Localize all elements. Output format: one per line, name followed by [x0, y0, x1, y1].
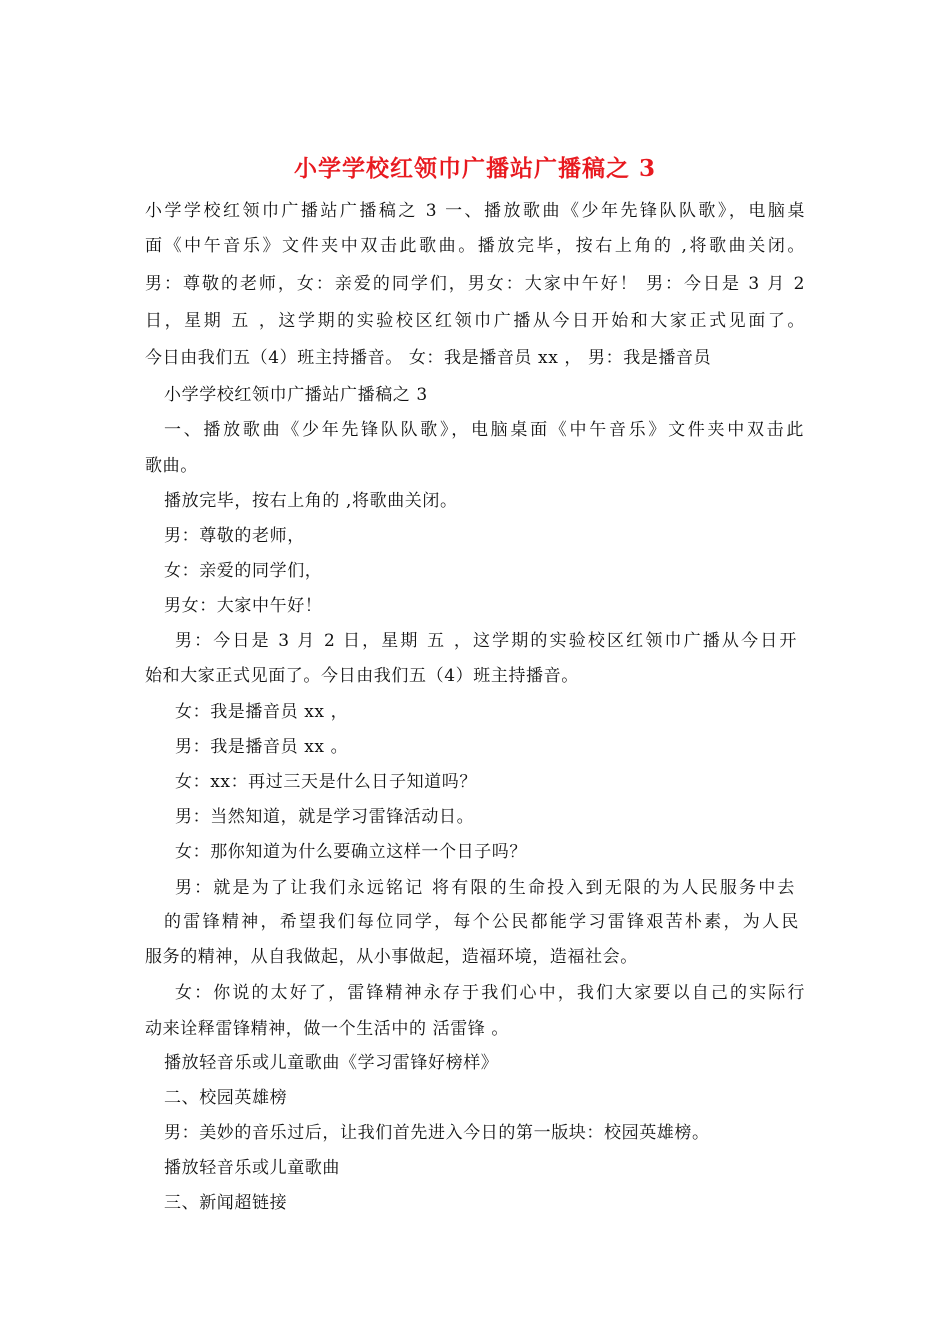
body-line: 播放轻音乐或儿童歌曲《学习雷锋好榜样》 [164, 1053, 499, 1073]
body-line: 男：就是为了让我们永远铭记 将有限的生命投入到无限的为人民服务中去 [175, 878, 795, 898]
body-line: 男：今日是 3 月 2 日，星期 五 ，这学期的实验校区红领巾广播从今日开 [175, 631, 797, 651]
body-line: 动来诠释雷锋精神，做一个生活中的 活雷锋 。 [145, 1019, 510, 1039]
body-line: 男：尊敬的老师， [164, 526, 305, 546]
body-line: 二、校园英雄榜 [164, 1088, 288, 1108]
body-line: 男：我是播音员 xx 。 [175, 737, 349, 757]
body-line: 歌曲。 [145, 456, 198, 476]
body-line: 女：那你知道为什么要确立这样一个日子吗？ [175, 842, 527, 862]
body-line: 三、新闻超链接 [164, 1193, 288, 1213]
summary-line: 日，星期 五 ，这学期的实验校区红领巾广播从今日开始和大家正式见面了。 [145, 311, 805, 331]
body-line: 女：xx：再过三天是什么日子知道吗？ [175, 772, 477, 792]
body-line: 始和大家正式见面了。今日由我们五（4）班主持播音。 [145, 666, 579, 686]
body-line: 女：你说的太好了，雷锋精神永存于我们心中，我们大家要以自己的实际行 [175, 983, 805, 1003]
body-line: 播放完毕，按右上角的 ,将歌曲关闭。 [164, 491, 458, 511]
body-line: 男：美妙的音乐过后，让我们首先进入今日的第一版块：校园英雄榜。 [164, 1123, 710, 1143]
body-line: 一、播放歌曲《少年先锋队队歌》，电脑桌面《中午音乐》文件夹中双击此 [164, 420, 804, 440]
body-line: 男女：大家中午好！ [164, 596, 323, 616]
body-line: 播放轻音乐或儿童歌曲 [164, 1158, 340, 1178]
body-line: 小学学校红领巾广播站广播稿之 3 [164, 385, 428, 405]
summary-line: 面《中午音乐》文件夹中双击此歌曲。播放完毕，按右上角的 ,将歌曲关闭。 [145, 236, 805, 256]
summary-line: 今日由我们五（4）班主持播音。 女：我是播音员 xx ， 男：我是播音员 [145, 348, 712, 368]
summary-line: 小学学校红领巾广播站广播稿之 3 一、播放歌曲《少年先锋队队歌》，电脑桌 [145, 201, 805, 221]
document-title: 小学学校红领巾广播站广播稿之 3 [293, 155, 656, 182]
body-line: 服务的精神，从自我做起，从小事做起，造福环境，造福社会。 [145, 947, 638, 967]
body-line: 的雷锋精神，希望我们每位同学，每个公民都能学习雷锋艰苦朴素，为人民 [164, 912, 799, 932]
body-line: 男：当然知道，就是学习雷锋活动日。 [175, 807, 475, 827]
body-line: 女：亲爱的同学们， [164, 561, 323, 581]
summary-line: 男：尊敬的老师，女：亲爱的同学们，男女：大家中午好！ 男：今日是 3 月 2 [145, 274, 805, 294]
body-line: 女：我是播音员 xx ， [175, 702, 349, 722]
